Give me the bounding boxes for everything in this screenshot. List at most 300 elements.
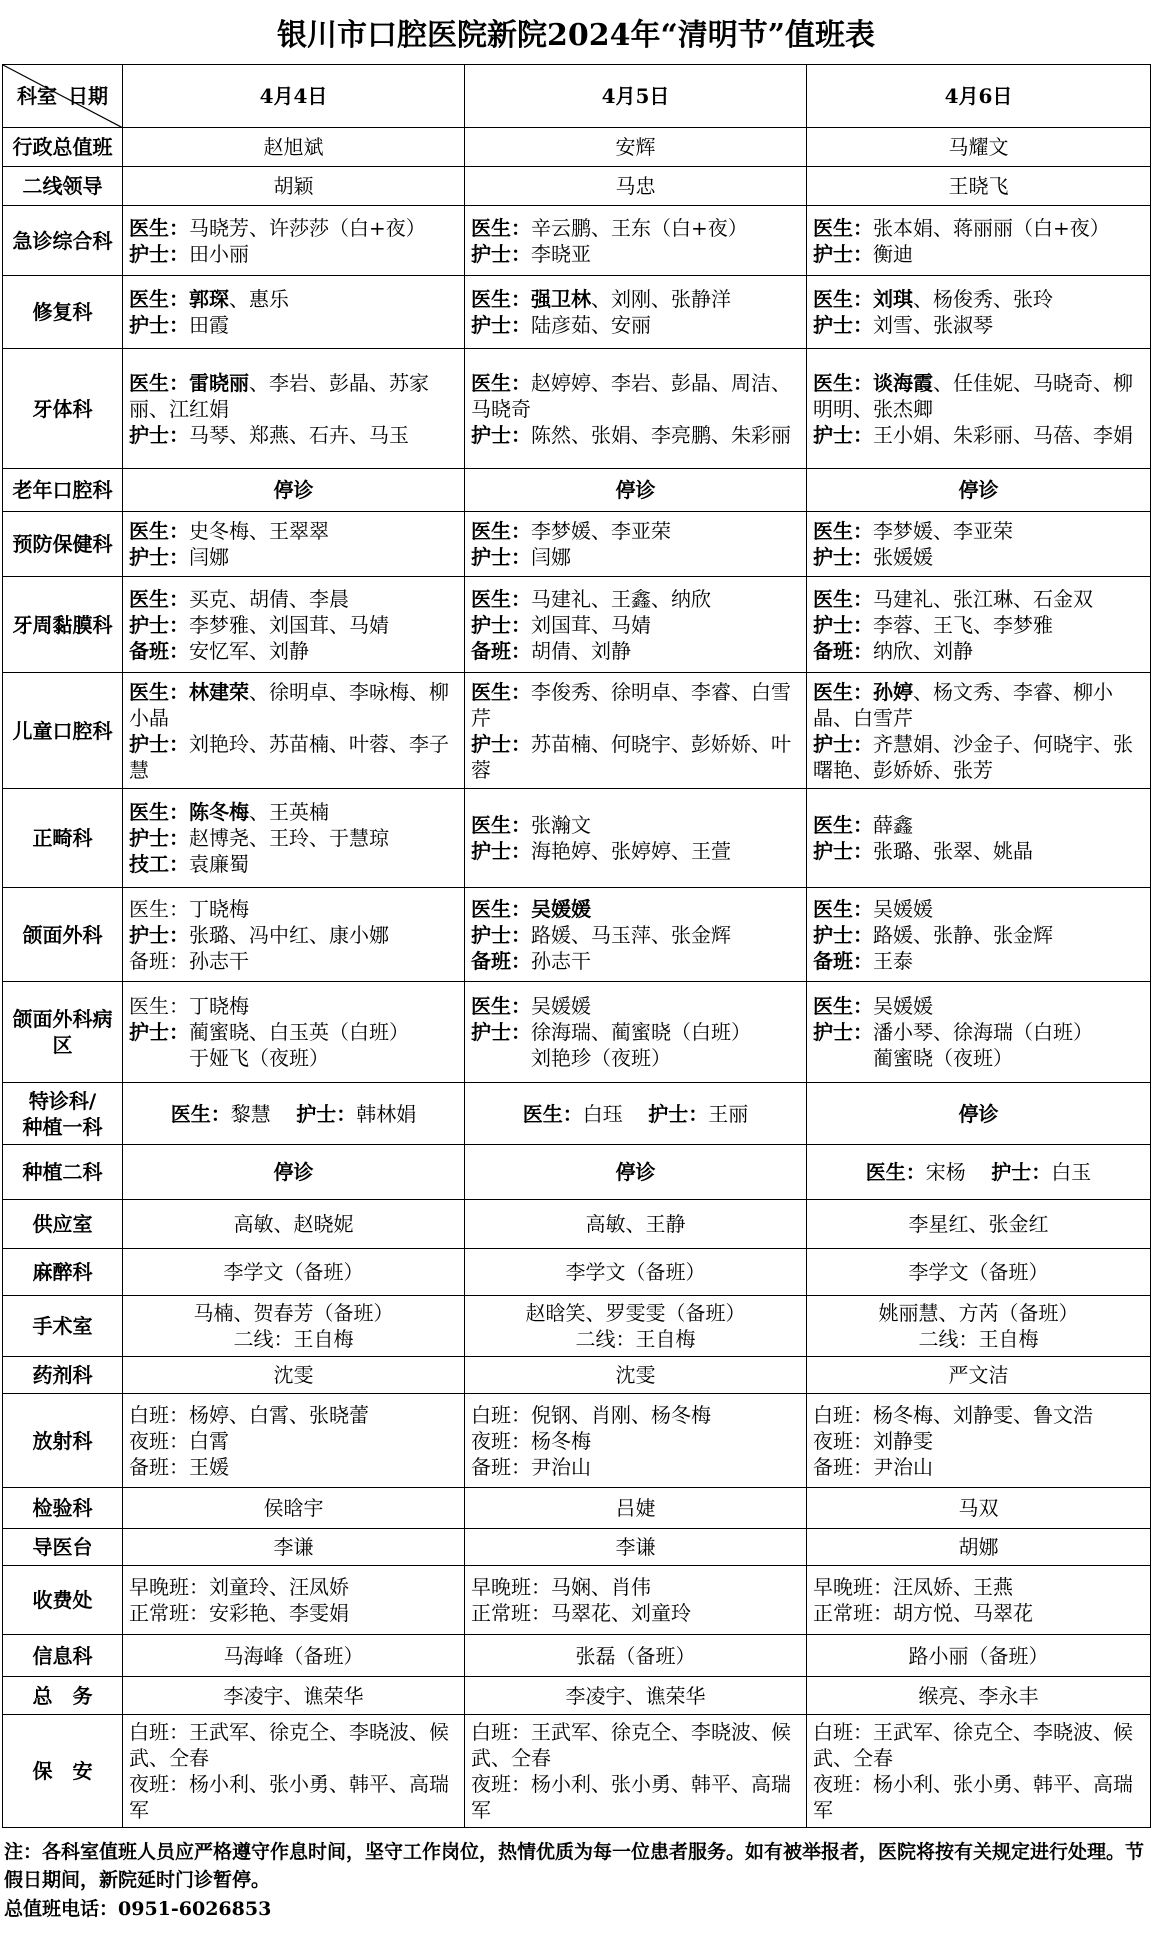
dept-name: 放射科 — [3, 1394, 123, 1488]
duty-cell — [123, 276, 465, 349]
dept-name: 手术室 — [3, 1296, 123, 1357]
doctor-label: 医生： — [471, 370, 531, 395]
duty-cell — [465, 577, 807, 673]
day-shift: 白班：王武军、徐克仝、李晓波、候武、仝春 — [129, 1720, 449, 1770]
nurse-label: 护士： — [129, 1020, 189, 1044]
staff-names: 姚丽慧、方芮（备班） — [878, 1301, 1079, 1325]
footer-note: 注：各科室值班人员应严格遵守作息时间，坚守工作岗位，热情优质为每一位患者服务。如有被举报者，医院将按有关规定进行处理。节假日期间，新院延时门诊暂停。 — [4, 1841, 1145, 1891]
regular-shift: 正常班：安彩艳、李雯娟 — [129, 1601, 349, 1625]
nurse-names: 闫娜 — [531, 545, 571, 569]
nurse-names: 白玉 — [1051, 1160, 1092, 1184]
duty-cell: 李学文（备班） — [123, 1249, 465, 1296]
night-nurse-names: 蔺蜜晓（夜班） — [873, 1046, 1013, 1070]
backup-shift: 备班：尹治山 — [813, 1454, 933, 1479]
duty-cell — [123, 982, 465, 1083]
nurse-label: 护士： — [813, 241, 873, 266]
nurse-label: 护士： — [813, 545, 873, 569]
duty-cell — [123, 673, 465, 789]
doctor-label: 医生： — [129, 287, 189, 311]
nurse-names: 衡迪 — [873, 241, 913, 266]
table-row — [3, 1083, 1151, 1145]
date-header: 4月5日 — [465, 65, 807, 128]
doctor-names: 丁晓梅 — [189, 994, 249, 1018]
nurse-names: 路媛、张静、张金辉 — [873, 922, 1053, 947]
doctor-names: 黎慧 — [230, 1101, 271, 1126]
doctor-label: 医生： — [129, 370, 189, 395]
nurse-label: 护士： — [129, 545, 189, 569]
closed-status: 停诊 — [465, 1145, 807, 1200]
dept-name: 保 安 — [3, 1715, 123, 1828]
table-row — [3, 1677, 1151, 1715]
doctor-label: 医生： — [471, 679, 531, 704]
duty-cell — [123, 512, 465, 577]
duty-cell — [465, 1394, 807, 1488]
doctor-names: 丁晓梅 — [189, 896, 249, 921]
night-nurse-names: 于娅飞（夜班） — [189, 1046, 329, 1070]
duty-cell — [123, 789, 465, 888]
table-row — [3, 1394, 1151, 1488]
dept-name: 供应室 — [3, 1200, 123, 1249]
duty-cell — [807, 1296, 1151, 1357]
doctor-names: 吴媛媛 — [873, 994, 933, 1018]
closed-status: 停诊 — [807, 1083, 1151, 1145]
dept-name: 导医台 — [3, 1529, 123, 1566]
doctor-label: 医生： — [471, 994, 531, 1018]
duty-cell: 严文洁 — [807, 1357, 1151, 1394]
duty-cell — [123, 1394, 465, 1488]
second-line-names: 二线：王自梅 — [918, 1327, 1039, 1351]
nurse-names: 陈然、张娟、李亮鹏、朱彩丽 — [531, 422, 791, 447]
duty-cell — [807, 1145, 1151, 1200]
closed-status: 停诊 — [465, 469, 807, 512]
duty-cell: 李谦 — [123, 1529, 465, 1566]
nurse-names: 刘国茸、马婧 — [531, 612, 651, 637]
duty-cell — [807, 577, 1151, 673]
date-header: 4月6日 — [807, 65, 1151, 128]
nurse-label: 护士： — [471, 1020, 531, 1044]
date-row-label: 日期 — [68, 84, 108, 108]
nurse-names: 徐海瑞、蔺蜜晓（白班） — [531, 1020, 751, 1044]
doctor-names: 、刘刚、张静洋 — [591, 287, 731, 311]
duty-cell — [807, 276, 1151, 349]
nurse-names: 陆彦茹、安丽 — [531, 313, 651, 337]
table-row — [3, 673, 1151, 789]
dept-name: 儿童口腔科 — [3, 673, 123, 789]
duty-cell: 高敏、王静 — [465, 1200, 807, 1249]
nurse-label: 护士： — [813, 313, 873, 337]
regular-shift: 正常班：胡方悦、马翠花 — [813, 1601, 1033, 1625]
duty-cell: 李凌宇、谯荣华 — [123, 1677, 465, 1715]
doctor-label: 医生： — [813, 519, 873, 543]
backup-names: 孙志干 — [189, 948, 249, 973]
corner-header-cell — [3, 65, 123, 128]
doctor-label: 医生： — [813, 287, 873, 311]
nurse-names: 王丽 — [708, 1101, 749, 1126]
table-row — [3, 1488, 1151, 1529]
dept-column-label: 科室 — [17, 84, 57, 108]
doctor-names: 、杨俊秀、张玲 — [913, 287, 1053, 311]
nurse-label: 护士： — [813, 731, 873, 756]
lead-doctor: 强卫林 — [531, 287, 591, 311]
nurse-label: 护士： — [471, 313, 531, 337]
nurse-names: 马琴、郑燕、石卉、马玉 — [189, 422, 409, 447]
nurse-names: 王小娟、朱彩丽、马蓓、李娟 — [873, 422, 1133, 447]
duty-cell — [123, 206, 465, 276]
doctor-label: 医生： — [813, 994, 873, 1018]
duty-cell — [807, 1394, 1151, 1488]
night-shift: 夜班：杨小利、张小勇、韩平、高瑞军 — [813, 1772, 1133, 1822]
doctor-label: 医生： — [129, 896, 189, 921]
duty-cell: 高敏、赵晓妮 — [123, 1200, 465, 1249]
dept-name: 麻醉科 — [3, 1249, 123, 1296]
duty-cell — [465, 512, 807, 577]
duty-cell: 李学文（备班） — [465, 1249, 807, 1296]
nurse-names: 张媛媛 — [873, 545, 933, 569]
doctor-label: 医生： — [170, 1101, 231, 1126]
duty-cell: 安辉 — [465, 128, 807, 167]
duty-cell — [465, 1566, 807, 1635]
doctor-label: 医生： — [813, 586, 873, 611]
dept-name-line: 种植一科 — [22, 1114, 103, 1139]
backup-label: 备班： — [129, 948, 189, 973]
doctor-label: 医生： — [813, 679, 873, 704]
duty-cell — [807, 206, 1151, 276]
backup-names: 安忆军、刘静 — [189, 638, 309, 663]
table-row — [3, 276, 1151, 349]
nurse-label: 护士： — [813, 1020, 873, 1044]
duty-cell: 李星红、张金红 — [807, 1200, 1151, 1249]
duty-cell — [465, 982, 807, 1083]
duty-cell — [807, 888, 1151, 982]
dept-name: 检验科 — [3, 1488, 123, 1529]
staff-names: 马楠、贺春芳（备班） — [193, 1301, 394, 1325]
day-shift: 白班：杨冬梅、刘静雯、鲁文浩 — [813, 1402, 1093, 1427]
backup-label: 备班： — [471, 638, 531, 663]
date-header: 4月4日 — [123, 65, 465, 128]
backup-names: 胡倩、刘静 — [531, 638, 631, 663]
nurse-label: 护士： — [471, 612, 531, 637]
duty-cell: 胡颖 — [123, 167, 465, 206]
duty-cell — [123, 888, 465, 982]
day-shift: 白班：杨婷、白霄、张晓蕾 — [129, 1402, 369, 1427]
doctor-label: 医生： — [471, 813, 531, 837]
nurse-names: 刘雪、张淑琴 — [873, 313, 993, 337]
lead-doctor: 谈海霞 — [873, 370, 933, 395]
duty-cell: 马忠 — [465, 167, 807, 206]
nurse-label: 护士： — [471, 241, 531, 266]
lead-doctor: 雷晓丽 — [189, 370, 249, 395]
table-row — [3, 1566, 1151, 1635]
doctor-label: 医生： — [471, 215, 531, 240]
dept-name: 种植二科 — [3, 1145, 123, 1200]
lead-doctor: 孙婷 — [873, 679, 913, 704]
night-shift: 夜班：杨小利、张小勇、韩平、高瑞军 — [129, 1772, 449, 1822]
nurse-names: 海艳婷、张婷婷、王萱 — [531, 839, 731, 863]
doctor-names: 、李岩、彭晶、苏家丽、江红娟 — [129, 370, 429, 421]
nurse-label: 护士： — [129, 313, 189, 337]
nurse-label: 护士： — [129, 241, 189, 266]
doctor-names: 赵婷婷、李岩、彭晶、周洁、马晓奇 — [471, 370, 791, 421]
doctor-names: 马建礼、王鑫、纳欣 — [531, 586, 711, 611]
table-row — [3, 128, 1151, 167]
dept-name: 总 务 — [3, 1677, 123, 1715]
duty-cell — [807, 789, 1151, 888]
table-row — [3, 1145, 1151, 1200]
nurse-names: 李蓉、王飞、李梦雅 — [873, 612, 1053, 637]
nurse-label: 护士： — [813, 839, 873, 863]
nurse-names: 路媛、马玉萍、张金辉 — [531, 922, 731, 947]
duty-cell — [465, 673, 807, 789]
doctor-names: 李俊秀、徐明卓、李睿、白雪芹 — [471, 679, 791, 730]
doctor-names: 马晓芳、许莎莎（白+夜） — [189, 215, 426, 240]
nurse-label: 护士： — [991, 1160, 1052, 1184]
dept-name: 行政总值班 — [3, 128, 123, 167]
dept-name: 正畸科 — [3, 789, 123, 888]
nurse-names: 张璐、冯中红、康小娜 — [189, 922, 389, 947]
table-row — [3, 1296, 1151, 1357]
table-row — [3, 1635, 1151, 1677]
nurse-label: 护士： — [648, 1101, 709, 1126]
doctor-names: 吴媛媛 — [873, 896, 933, 921]
dept-name: 牙体科 — [3, 349, 123, 469]
nurse-names: 苏苗楠、何晓宇、彭娇娇、叶蓉 — [471, 731, 791, 782]
table-row — [3, 1200, 1151, 1249]
duty-cell: 沈雯 — [123, 1357, 465, 1394]
early-late-shift: 早晚班：马娴、肖伟 — [471, 1575, 651, 1599]
duty-roster-table — [2, 64, 1151, 1828]
duty-cell — [807, 1566, 1151, 1635]
nurse-label: 护士： — [296, 1101, 357, 1126]
backup-label: 备班： — [813, 638, 873, 663]
duty-cell: 李学文（备班） — [807, 1249, 1151, 1296]
staff-names: 赵晗笑、罗雯雯（备班） — [525, 1301, 746, 1325]
doctor-names: 、徐明卓、李咏梅、柳小晶 — [129, 679, 449, 730]
dept-name: 预防保健科 — [3, 512, 123, 577]
doctor-label: 医生： — [129, 519, 189, 543]
nurse-names: 田小丽 — [189, 241, 249, 266]
regular-shift: 正常班：马翠花、刘童玲 — [471, 1601, 691, 1625]
doctor-names: 买克、胡倩、李晨 — [189, 586, 349, 611]
nurse-label: 护士： — [471, 922, 531, 947]
dept-name: 二线领导 — [3, 167, 123, 206]
doctor-names: 、王英楠 — [249, 800, 329, 824]
duty-cell — [123, 1715, 465, 1828]
early-late-shift: 早晚班：刘童玲、汪凤娇 — [129, 1575, 349, 1599]
day-shift: 白班：倪钢、肖刚、杨冬梅 — [471, 1402, 711, 1427]
doctor-label: 医生： — [813, 370, 873, 395]
table-row — [3, 888, 1151, 982]
dept-name: 牙周黏膜科 — [3, 577, 123, 673]
nurse-label: 护士： — [129, 612, 189, 637]
duty-cell: 侯晗宇 — [123, 1488, 465, 1529]
doctor-label: 医生： — [471, 586, 531, 611]
nurse-label: 护士： — [129, 422, 189, 447]
technician-names: 袁廉蜀 — [189, 852, 249, 876]
duty-cell: 王晓飞 — [807, 167, 1151, 206]
duty-cell — [807, 1715, 1151, 1828]
duty-cell: 赵旭斌 — [123, 128, 465, 167]
nurse-names: 赵博尧、王玲、于慧琼 — [189, 826, 389, 850]
duty-cell — [807, 673, 1151, 789]
table-row — [3, 349, 1151, 469]
lead-doctor: 郭琛 — [189, 287, 229, 311]
second-line-names: 二线：王自梅 — [233, 1327, 354, 1351]
dept-name: 老年口腔科 — [3, 469, 123, 512]
nurse-label: 护士： — [471, 422, 531, 447]
nurse-label: 护士： — [813, 922, 873, 947]
nurse-label: 护士： — [129, 922, 189, 947]
duty-cell — [465, 1715, 807, 1828]
nurse-names: 齐慧娟、沙金子、何晓宇、张曙艳、彭娇娇、张芳 — [813, 731, 1133, 782]
night-shift: 夜班：白霄 — [129, 1428, 229, 1453]
duty-cell: 张磊（备班） — [465, 1635, 807, 1677]
doctor-label: 医生： — [813, 215, 873, 240]
table-row — [3, 1357, 1151, 1394]
doctor-names: 薛鑫 — [873, 813, 913, 837]
duty-cell — [807, 349, 1151, 469]
lead-doctor: 陈冬梅 — [189, 800, 249, 824]
nurse-label: 护士： — [471, 545, 531, 569]
backup-label: 备班： — [129, 638, 189, 663]
nurse-label: 护士： — [471, 731, 531, 756]
duty-cell — [123, 1296, 465, 1357]
table-row — [3, 1529, 1151, 1566]
duty-cell — [465, 276, 807, 349]
nurse-label: 护士： — [813, 422, 873, 447]
doctor-label: 医生： — [129, 679, 189, 704]
table-row — [3, 577, 1151, 673]
dept-name: 颌面外科病区 — [3, 982, 123, 1083]
dept-name: 信息科 — [3, 1635, 123, 1677]
doctor-label: 医生： — [129, 215, 189, 240]
doctor-names: 李梦媛、李亚荣 — [531, 519, 671, 543]
nurse-label: 护士： — [129, 826, 189, 850]
nurse-label: 护士： — [471, 839, 531, 863]
doctor-label: 医生： — [813, 896, 873, 921]
dept-name: 颌面外科 — [3, 888, 123, 982]
table-row — [3, 206, 1151, 276]
doctor-names: 宋杨 — [925, 1160, 966, 1184]
duty-cell: 马耀文 — [807, 128, 1151, 167]
duty-cell: 李凌宇、谯荣华 — [465, 1677, 807, 1715]
night-shift: 夜班：杨小利、张小勇、韩平、高瑞军 — [471, 1772, 791, 1822]
duty-cell — [465, 789, 807, 888]
nurse-names: 闫娜 — [189, 545, 229, 569]
closed-status: 停诊 — [123, 1145, 465, 1200]
doctor-names: 史冬梅、王翠翠 — [189, 519, 329, 543]
duty-cell: 李谦 — [465, 1529, 807, 1566]
doctor-names: 马建礼、张江琳、石金双 — [873, 586, 1093, 611]
nurse-names: 蔺蜜晓、白玉英（白班） — [189, 1020, 409, 1044]
backup-shift: 备班：王媛 — [129, 1454, 229, 1479]
backup-names: 孙志干 — [531, 948, 591, 973]
duty-cell — [465, 206, 807, 276]
doctor-names: 辛云鹏、王东（白+夜） — [531, 215, 748, 240]
doctor-label: 医生： — [129, 994, 189, 1018]
page-title: 银川市口腔医院新院2024年“清明节”值班表 — [276, 18, 875, 53]
nurse-names: 刘艳玲、苏苗楠、叶蓉、李子慧 — [129, 731, 449, 782]
nurse-names: 李梦雅、刘国茸、马婧 — [189, 612, 389, 637]
duty-cell — [465, 888, 807, 982]
table-row — [3, 789, 1151, 888]
duty-cell — [123, 1566, 465, 1635]
nurse-names: 韩林娟 — [356, 1101, 417, 1126]
closed-status: 停诊 — [807, 469, 1151, 512]
lead-doctor: 林建荣 — [189, 679, 249, 704]
second-line-names: 二线：王自梅 — [575, 1327, 696, 1351]
doctor-names: 李梦媛、李亚荣 — [873, 519, 1013, 543]
doctor-label: 医生： — [865, 1160, 926, 1184]
doctor-label: 医生： — [129, 800, 189, 824]
duty-hotline: 总值班电话：0951-6026853 — [4, 1898, 272, 1920]
day-shift: 白班：王武军、徐克仝、李晓波、候武、仝春 — [471, 1720, 791, 1770]
doctor-label: 医生： — [813, 813, 873, 837]
nurse-names: 张璐、张翠、姚晶 — [873, 839, 1033, 863]
duty-cell: 缑亮、李永丰 — [807, 1677, 1151, 1715]
duty-cell — [465, 1083, 807, 1145]
duty-cell: 路小丽（备班） — [807, 1635, 1151, 1677]
night-shift: 夜班：杨冬梅 — [471, 1428, 591, 1453]
duty-cell — [123, 577, 465, 673]
early-late-shift: 早晚班：汪凤娇、王燕 — [813, 1575, 1013, 1599]
duty-cell — [465, 349, 807, 469]
table-row — [3, 167, 1151, 206]
lead-doctor: 吴媛媛 — [531, 896, 591, 921]
night-nurse-names: 刘艳珍（夜班） — [531, 1046, 671, 1070]
dept-name: 药剂科 — [3, 1357, 123, 1394]
doctor-names: 、杨文秀、李睿、柳小晶、白雪芹 — [813, 679, 1113, 730]
duty-cell: 沈雯 — [465, 1357, 807, 1394]
doctor-label: 医生： — [522, 1101, 583, 1126]
technician-label: 技工： — [129, 852, 189, 876]
backup-label: 备班： — [471, 948, 531, 973]
table-row — [3, 982, 1151, 1083]
table-row — [3, 1249, 1151, 1296]
doctor-names: 、任佳妮、马晓奇、柳明明、张杰卿 — [813, 370, 1133, 421]
dept-name: 急诊综合科 — [3, 206, 123, 276]
doctor-label: 医生： — [471, 519, 531, 543]
doctor-names: 张本娟、蒋丽丽（白+夜） — [873, 215, 1110, 240]
duty-cell: 吕婕 — [465, 1488, 807, 1529]
doctor-names: 张瀚文 — [531, 813, 591, 837]
doctor-names: 白珏 — [582, 1101, 623, 1126]
closed-status: 停诊 — [123, 469, 465, 512]
table-row — [3, 469, 1151, 512]
table-row — [3, 1715, 1151, 1828]
nurse-names: 李晓亚 — [531, 241, 591, 266]
duty-cell: 马双 — [807, 1488, 1151, 1529]
duty-cell — [123, 1083, 465, 1145]
duty-cell — [465, 1296, 807, 1357]
duty-cell: 胡娜 — [807, 1529, 1151, 1566]
backup-shift: 备班：尹治山 — [471, 1454, 591, 1479]
duty-cell — [807, 982, 1151, 1083]
dept-name — [3, 1083, 123, 1145]
night-shift: 夜班：刘静雯 — [813, 1428, 933, 1453]
day-shift: 白班：王武军、徐克仝、李晓波、候武、仝春 — [813, 1720, 1133, 1770]
dept-name: 修复科 — [3, 276, 123, 349]
header-row — [3, 65, 1151, 128]
doctor-label: 医生： — [129, 586, 189, 611]
duty-cell: 马海峰（备班） — [123, 1635, 465, 1677]
backup-names: 王泰 — [873, 948, 913, 973]
backup-names: 纳欣、刘静 — [873, 638, 973, 663]
doctor-label: 医生： — [471, 287, 531, 311]
duty-cell — [807, 512, 1151, 577]
duty-cell — [123, 349, 465, 469]
doctor-names: 、惠乐 — [229, 287, 289, 311]
nurse-names: 潘小琴、徐海瑞（白班） — [873, 1020, 1093, 1044]
